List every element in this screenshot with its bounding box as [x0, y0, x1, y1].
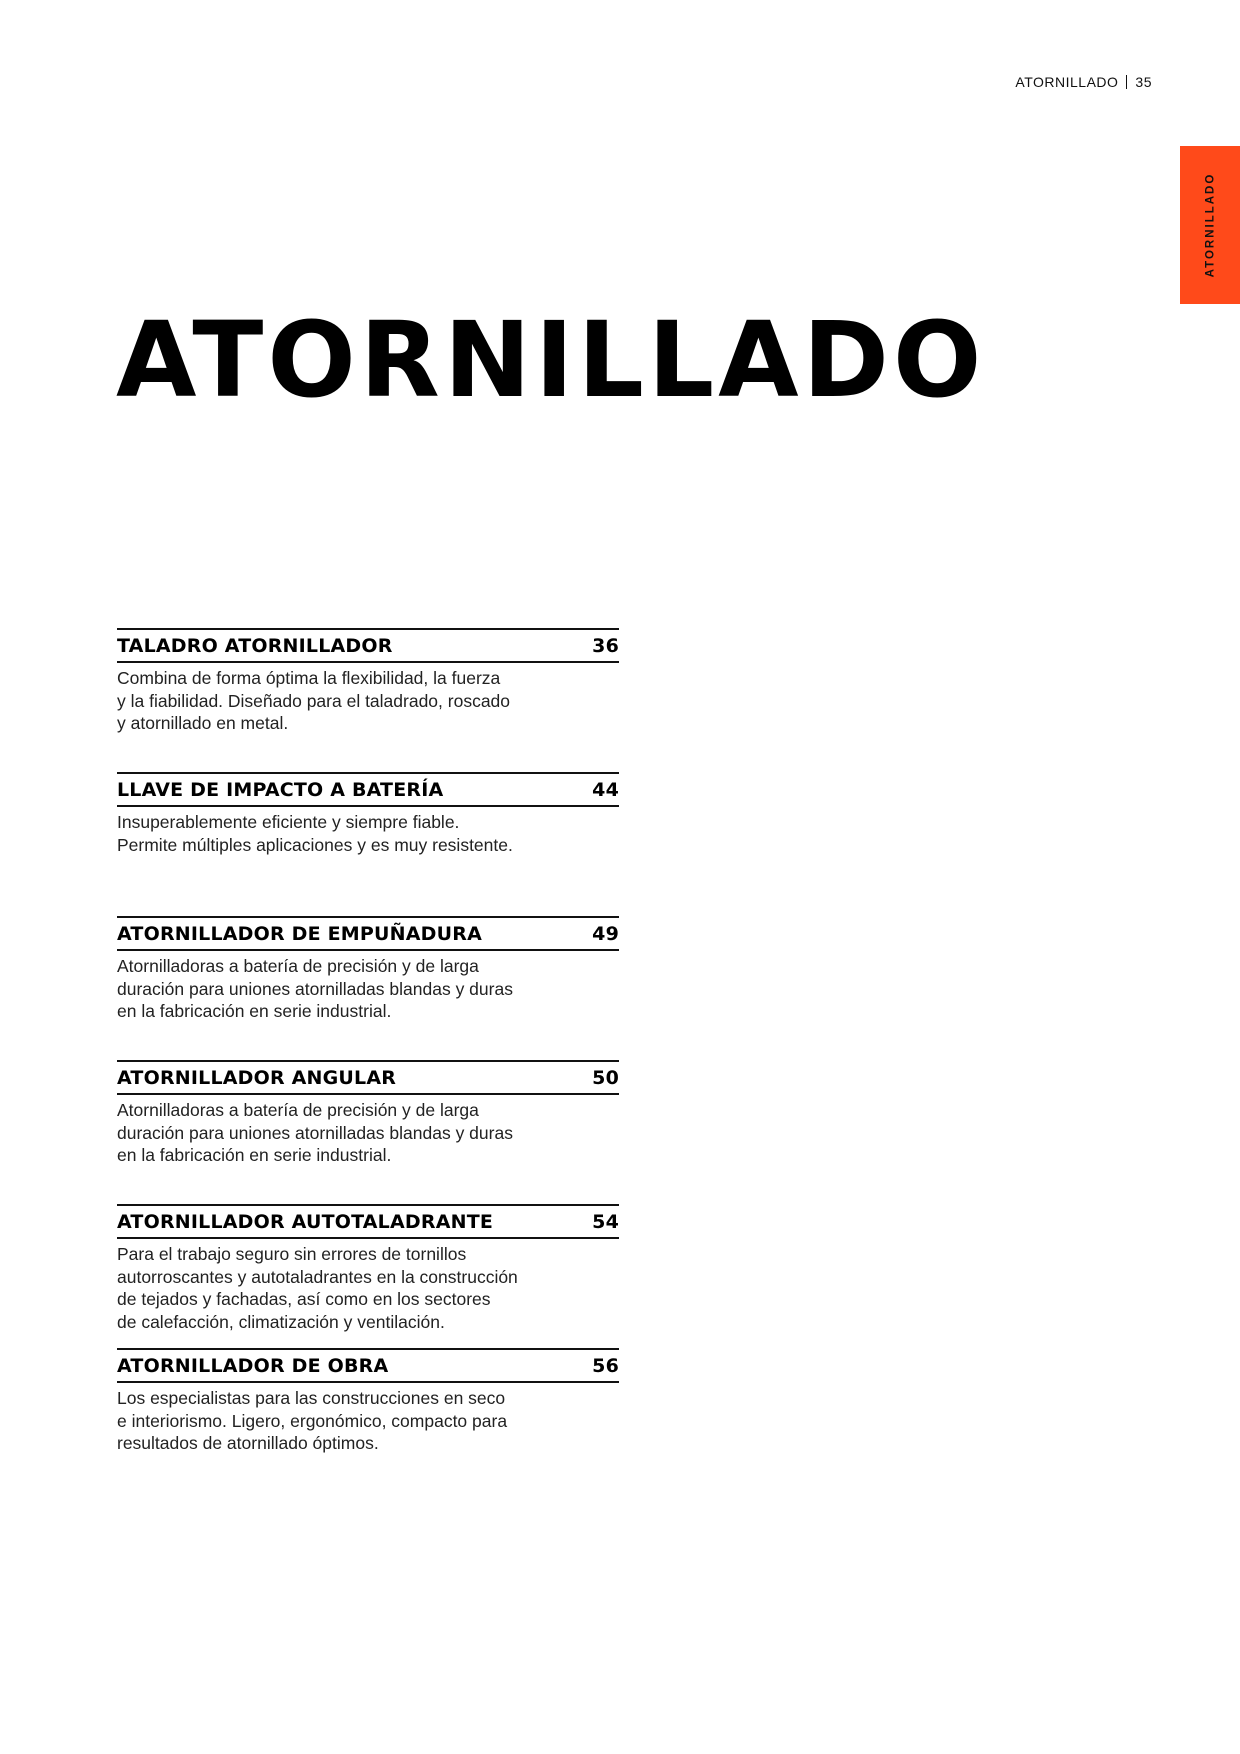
running-header-divider [1126, 75, 1127, 89]
toc-entry-atornillador-de-empunadura[interactable] [117, 916, 619, 1023]
toc-entry-header [117, 916, 619, 951]
toc-entry-header [117, 628, 619, 663]
toc-entry-page-number: 54 [592, 1210, 619, 1233]
running-header-section: ATORNILLADO [1015, 74, 1119, 90]
toc-entry-page-number: 49 [592, 922, 619, 945]
toc-entry-atornillador-autotaladrante[interactable] [117, 1204, 619, 1333]
toc-entry-title: TALADRO ATORNILLADOR [117, 634, 393, 657]
toc-entry-title: ATORNILLADOR ANGULAR [117, 1066, 397, 1089]
toc-entry-llave-de-impacto[interactable] [117, 772, 619, 856]
toc-entry-description: Para el trabajo seguro sin errores de tornillos autorroscantes y autotaladrantes en la construcción de tejados y fachadas, así como en los sectores de calefacción, climatización y ventilación. [117, 1244, 518, 1332]
toc-entry-header [117, 1060, 619, 1095]
page-title: ATORNILLADO [116, 299, 986, 421]
toc-entry-atornillador-de-obra[interactable] [117, 1348, 619, 1455]
toc-entry-page-number: 50 [592, 1066, 619, 1089]
running-header [1015, 74, 1152, 90]
toc-entry-header [117, 772, 619, 807]
toc-entry-page-number: 36 [592, 634, 619, 657]
toc-entry-title: LLAVE DE IMPACTO A BATERÍA [117, 778, 444, 801]
running-header-page-number: 35 [1135, 74, 1152, 90]
toc-entry-header [117, 1348, 619, 1383]
toc-entry-atornillador-angular[interactable] [117, 1060, 619, 1167]
toc-entry-description: Insuperablemente eficiente y siempre fiable. Permite múltiples aplicaciones y es muy resistente. [117, 812, 513, 855]
toc-entry-description: Combina de forma óptima la flexibilidad, la fuerza y la fiabilidad. Diseñado para el taladrado, roscado y atornillado en metal. [117, 668, 511, 733]
toc-entry-title: ATORNILLADOR AUTOTALADRANTE [117, 1210, 494, 1233]
section-side-tab[interactable] [1180, 146, 1240, 304]
toc-entry-description: Atornilladoras a batería de precisión y de larga duración para uniones atornilladas blandas y duras en la fabricación en serie industrial. [117, 1100, 513, 1165]
toc-entry-taladro-atornillador[interactable] [117, 628, 619, 735]
toc-entry-description: Atornilladoras a batería de precisión y de larga duración para uniones atornilladas blandas y duras en la fabricación en serie industrial. [117, 956, 513, 1021]
toc-entry-page-number: 56 [592, 1354, 619, 1377]
toc-entry-title: ATORNILLADOR DE EMPUÑADURA [117, 922, 482, 945]
toc-entry-description: Los especialistas para las construcciones en seco e interiorismo. Ligero, ergonómico, compacto para resultados de atornillado óptimos. [117, 1388, 508, 1453]
toc-entry-title: ATORNILLADOR DE OBRA [117, 1354, 389, 1377]
section-side-tab-label: ATORNILLADO [1204, 172, 1216, 278]
toc-entry-header [117, 1204, 619, 1239]
toc-entry-page-number: 44 [592, 778, 619, 801]
